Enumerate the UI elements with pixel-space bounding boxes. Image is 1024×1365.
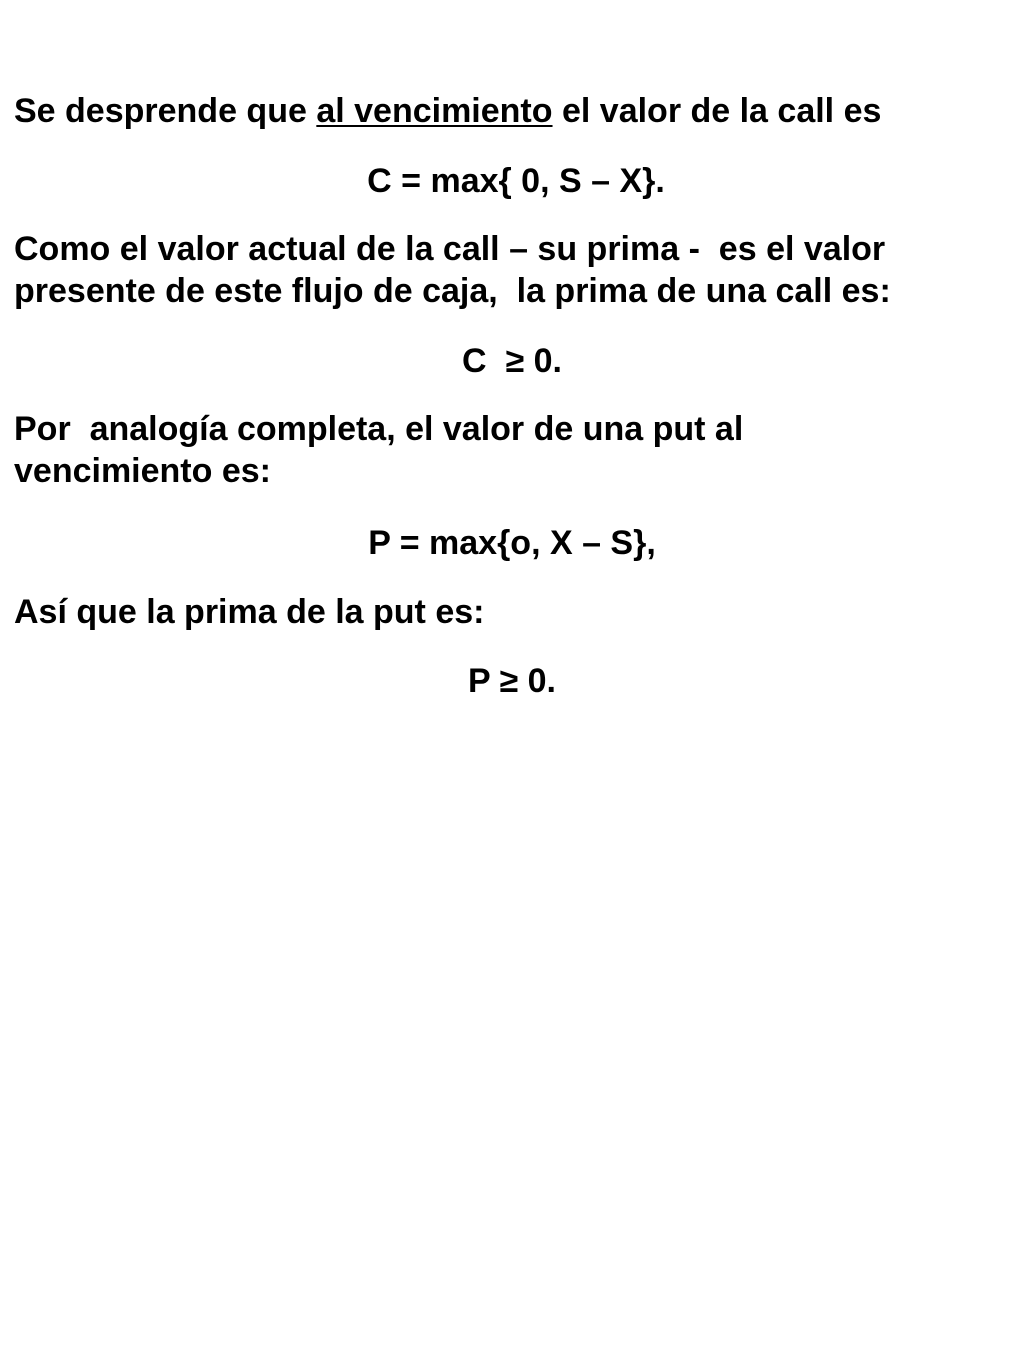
call-premium-inequality: C ≥ 0.: [462, 342, 562, 380]
intro-underlined-term: al vencimiento: [316, 92, 553, 130]
intro-text-after: el valor de la call es: [552, 92, 882, 130]
call-premium-paragraph: [14, 228, 1014, 312]
put-premium-intro: Así que la prima de la put es:: [14, 593, 485, 631]
call-paragraph-line-1: Como el valor actual de la call – su prima - es el valor: [14, 230, 886, 268]
put-paragraph-line-1: Por analogía completa, el valor de una put al: [14, 410, 744, 448]
call-payoff-formula: C = max{ 0, S – X}.: [367, 162, 665, 200]
put-payoff-formula: P = max{o, X – S},: [368, 524, 656, 562]
put-premium-inequality: P ≥ 0.: [468, 662, 556, 700]
put-value-paragraph: [14, 408, 1014, 492]
intro-text-before: Se desprende que: [14, 92, 317, 130]
call-paragraph-line-2: presente de este flujo de caja, la prima de una call es:: [14, 272, 891, 310]
put-paragraph-line-2: vencimiento es:: [14, 452, 271, 490]
intro-sentence: [14, 90, 881, 132]
